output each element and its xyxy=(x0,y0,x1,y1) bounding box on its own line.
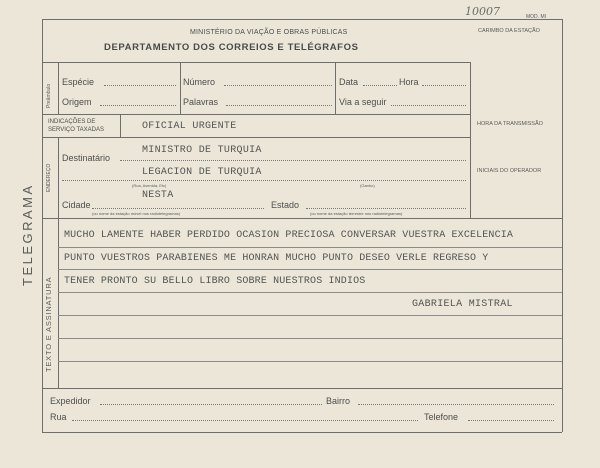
bairro-field xyxy=(358,404,554,405)
body-divider xyxy=(58,218,59,388)
cidade-value: NESTA xyxy=(142,190,174,201)
right-column-divider xyxy=(470,114,471,218)
address-divider xyxy=(58,137,59,218)
service-value: OFICIAL URGENTE xyxy=(142,121,237,132)
especie-label: Espécie xyxy=(62,77,95,87)
ministry-title: MINISTÉRIO DA VIAÇÃO E OBRAS PÚBLICAS xyxy=(190,29,348,36)
estado-label: Estado xyxy=(271,200,300,210)
hora-label: Hora xyxy=(399,77,419,87)
frame-left xyxy=(42,19,43,432)
palavras-field xyxy=(226,105,332,106)
text-rule xyxy=(58,338,562,339)
stamp-label: CARIMBO DA ESTAÇÃO xyxy=(478,28,540,34)
preamble-col2 xyxy=(335,62,336,114)
message-line-3: TENER PRONTO SU BELLO LIBRO SOBRE NUESTROS INDIOS xyxy=(64,276,366,287)
especie-field xyxy=(104,85,176,86)
text-rule xyxy=(58,247,562,248)
hora-field xyxy=(422,85,466,86)
destinatario-field2 xyxy=(62,180,466,181)
text-rule xyxy=(58,292,562,293)
estado-note: (ou nome da estação terrestre nos radiotelegramas) xyxy=(310,211,403,216)
telefone-field xyxy=(468,420,554,421)
destinatario-line2: LEGACION DE TURQUIA xyxy=(142,167,262,178)
expedidor-label: Expedidor xyxy=(50,396,91,406)
body-section-label: TEXTO E ASSINATURA xyxy=(44,276,53,372)
signature: GABRIELA MISTRAL xyxy=(412,299,513,310)
preamble-col1 xyxy=(180,62,181,114)
frame-bottom xyxy=(42,432,562,433)
model-code: MOD. MI xyxy=(526,14,546,20)
numero-field xyxy=(224,85,332,86)
cidade-field xyxy=(92,208,264,209)
form-number: 10007 xyxy=(465,5,500,18)
origem-field xyxy=(100,105,176,106)
text-rule xyxy=(58,269,562,270)
body-top xyxy=(42,218,562,219)
via-field xyxy=(391,105,466,106)
rua-field xyxy=(72,420,418,421)
hora-transmissao-label: HORA DA TRANSMISSÃO xyxy=(477,121,543,127)
frame-top xyxy=(42,19,562,20)
rua-label: Rua xyxy=(50,412,67,422)
via-label: Via a seguir xyxy=(339,97,387,107)
preamble-top xyxy=(42,62,470,63)
text-rule xyxy=(58,361,562,362)
destinatario-field1 xyxy=(120,160,466,161)
service-divider xyxy=(120,114,121,137)
service-label-line1: INDICAÇÕES DE xyxy=(48,119,96,125)
address-section-label: ENDEREÇO xyxy=(46,163,52,192)
data-label: Data xyxy=(339,77,359,87)
department-title: DEPARTAMENTO DOS CORREIOS E TELÉGRAFOS xyxy=(104,42,359,53)
cidade-label: Cidade xyxy=(62,200,91,210)
text-rule xyxy=(58,315,562,316)
message-line-1: MUCHO LAMENTE HABER PERDIDO OCASION PRECIOSA CONVERSAR VUESTRA EXCELENCIA xyxy=(64,230,514,241)
body-bottom xyxy=(42,388,562,389)
frame-right xyxy=(562,19,563,432)
message-line-2: PUNTO VUESTROS PARABIENES ME HONRAN MUCHO PUNTO DESEO VERLE REGRESO Y xyxy=(64,253,489,264)
destinatario-label: Destinatário xyxy=(62,153,111,163)
side-title: TELEGRAMA xyxy=(20,183,35,286)
preamble-divider xyxy=(58,62,59,114)
preamble-section-label: Preâmbulo xyxy=(46,83,52,108)
data-field xyxy=(363,85,397,86)
numero-label: Número xyxy=(183,77,216,87)
service-label-line2: SERVIÇO TAXADAS xyxy=(48,127,105,133)
service-bottom xyxy=(42,137,470,138)
palavras-label: Palavras xyxy=(183,97,219,107)
telefone-label: Telefone xyxy=(424,412,459,422)
preamble-bottom xyxy=(42,114,470,115)
origem-label: Origem xyxy=(62,97,92,107)
expedidor-field xyxy=(100,404,322,405)
service-label xyxy=(48,118,120,134)
bairro-label: Bairro xyxy=(326,396,351,406)
estado-field xyxy=(306,208,466,209)
street-note: (Rua, Avenida, Etc) xyxy=(132,183,167,188)
number-note: (Ganho) xyxy=(360,183,375,188)
destinatario-line1: MINISTRO DE TURQUIA xyxy=(142,145,262,156)
cidade-note: (ou nome da estação móvel nos radiotelegramas) xyxy=(92,211,181,216)
preamble-right xyxy=(470,62,471,114)
iniciais-operador-label: INICIAIS DO OPERADOR xyxy=(477,168,542,174)
